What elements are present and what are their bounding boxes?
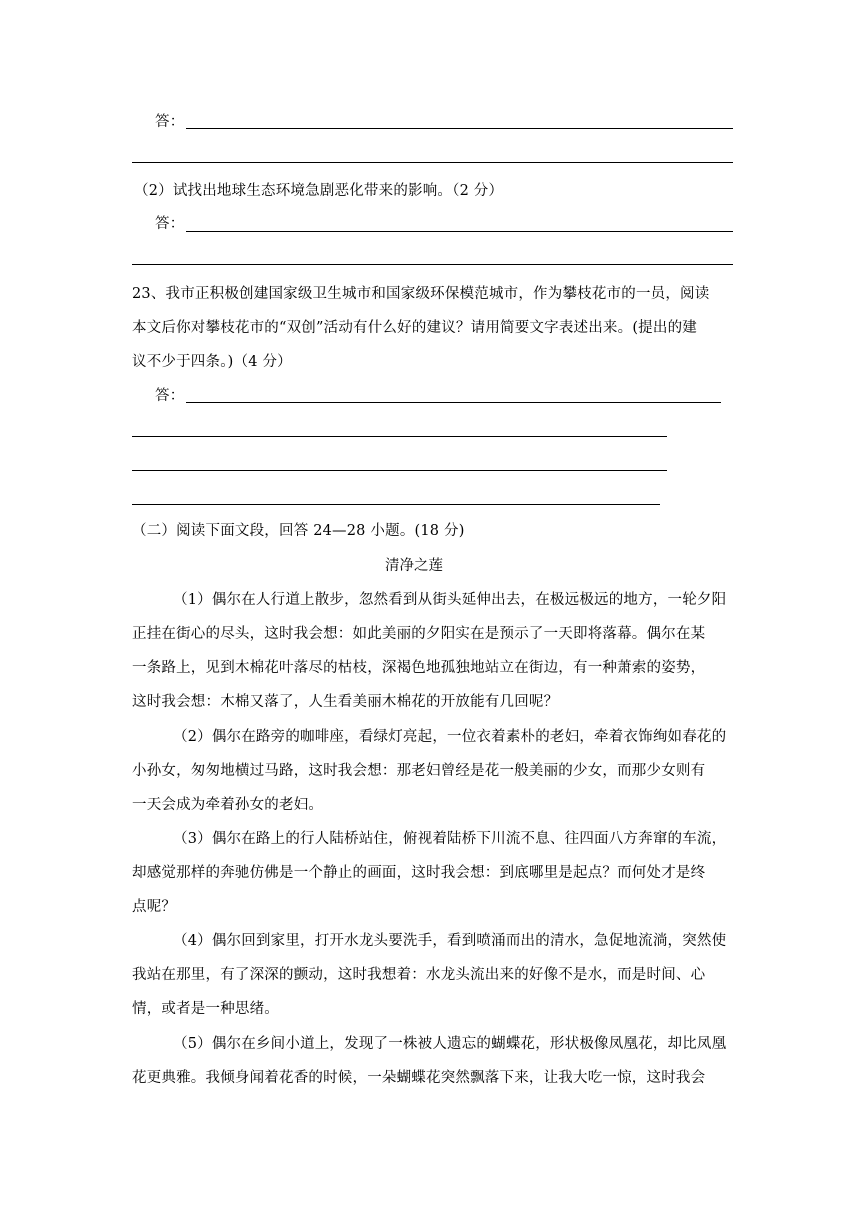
paragraph-line: （5）偶尔在乡间小道上，发现了一株被人遗忘的蝴蝶花，形状极像凤凰花，却比凤凰 [173,1036,727,1052]
answer-line[interactable] [186,402,721,403]
paragraph-line: （3）偶尔在路上的行人陆桥站住，俯视着陆桥下川流不息、往四面八方奔窜的车流， [173,831,727,847]
answer-line[interactable] [132,162,733,163]
paragraph-line: 情，或者是一种思绪。 [132,1001,279,1017]
answer-line[interactable] [132,470,667,471]
paragraph-line: （1）偶尔在人行道上散步，忽然看到从街头延伸出去，在极远极远的地方，一轮夕阳 [173,592,727,608]
answer-line[interactable] [186,231,733,232]
answer-line[interactable] [186,128,733,129]
paragraph-line: 一天会成为牵着孙女的老妇。 [132,797,324,813]
paragraph-line: 这时我会想：木棉又落了，人生看美丽木棉花的开放能有几回呢？ [132,694,559,710]
answer-line[interactable] [132,264,733,265]
question-23-line-2: 本文后你对攀枝花市的“双创”活动有什么好的建议？请用简要文字表述出来。(提出的建 [132,320,697,336]
question-23-line-3: 议不少于四条。)（4 分） [132,354,292,370]
paragraph-line: 正挂在街心的尽头，这时我会想：如此美丽的夕阳实在是预示了一天即将落幕。偶尔在某 [132,626,706,642]
paragraph-line: 一条路上，见到木棉花叶落尽的枯枝，深褐色地孤独地站立在街边，有一种萧索的姿势， [132,660,706,676]
passage-title: 清净之莲 [385,558,443,574]
paragraph-line: （2）偶尔在路旁的咖啡座，看绿灯亮起，一位衣着素朴的老妇，牵着衣饰绚如春花的 [173,729,727,745]
answer-label: 答： [155,114,185,130]
paragraph-line: （4）偶尔回到家里，打开水龙头要洗手，看到喷涌而出的清水，急促地流淌，突然使 [173,933,727,949]
paragraph-line: 我站在那里，有了深深的颤动，这时我想着：水龙头流出来的好像不是水，而是时间、心 [132,967,706,983]
paragraph-line: 花更典雅。我倾身闻着花香的时候，一朵蝴蝶花突然飘落下来，让我大吃一惊，这时我会 [132,1070,706,1086]
paragraph-line: 小孙女，匆匆地横过马路，这时我会想：那老妇曾经是花一般美丽的少女，而那少女则有 [132,763,706,779]
section-intro: （二）阅读下面文段，回答 24—28 小题。(18 分) [132,523,465,539]
answer-line[interactable] [132,436,667,437]
paragraph-line: 点呢？ [132,899,177,915]
paragraph-line: 却感觉那样的奔驰仿佛是一个静止的画面，这时我会想：到底哪里是起点？而何处才是终 [132,865,706,881]
answer-label: 答： [155,216,185,232]
answer-label: 答： [155,388,185,404]
question-23-line-1: 23、我市正积极创建国家级卫生城市和国家级环保模范城市，作为攀枝花市的一员，阅读 [132,286,710,302]
question-item-2: （2）试找出地球生态环境急剧恶化带来的影响。（2 分） [134,183,504,199]
answer-line[interactable] [132,504,660,505]
